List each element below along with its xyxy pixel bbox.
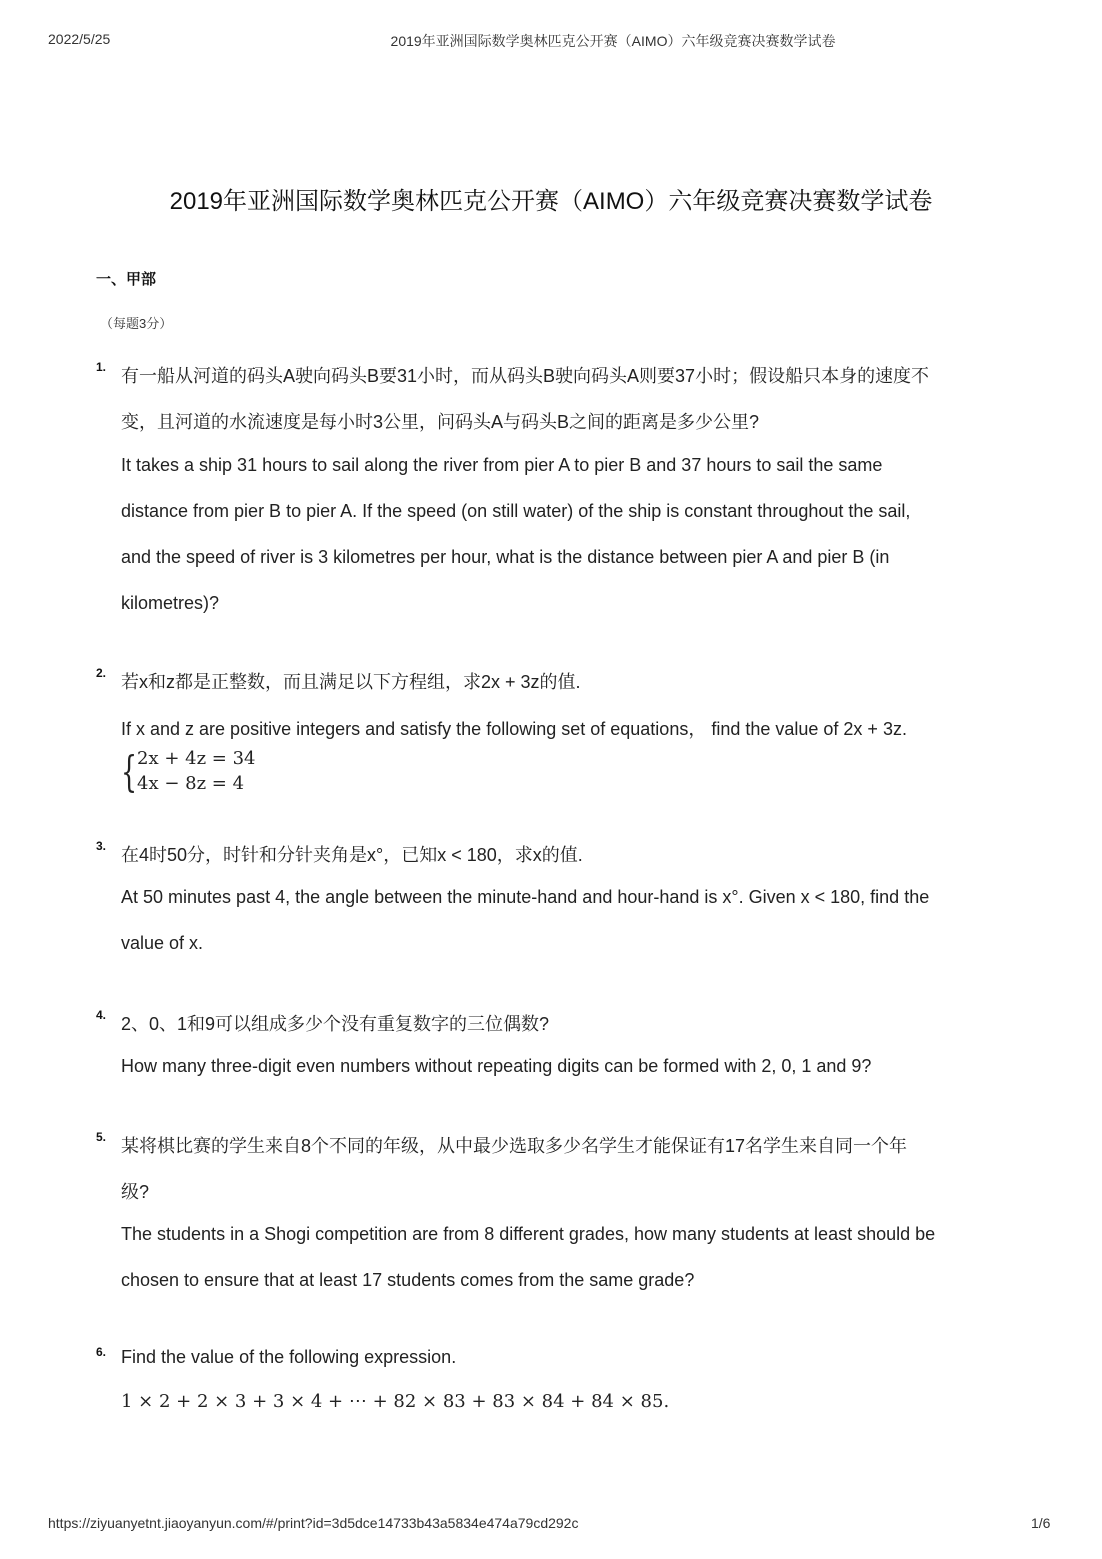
question-text-en: value of x. [121, 933, 204, 953]
question-text-zh: 在4时50分，时针和分针夹角是x°，已知x < 180，求x的值. [121, 845, 583, 865]
question-number: 3. [96, 839, 107, 853]
score-note: （每题3分） [100, 316, 173, 331]
print-header-title: 2019年亚洲国际数学奥林匹克公开赛（AIMO）六年级竞赛决赛数学试卷 [390, 33, 836, 49]
footer-url[interactable]: https://ziyuanyetnt.jiaoyanyun.com/#/print?id=3d5dce14733b43a5834e474a79cd292c [48, 1515, 579, 1531]
question-text-en: At 50 minutes past 4, the angle between the minute-hand and hour-hand is x°. Given x < 180, find the [121, 887, 930, 907]
question-text-zh: 某将棋比赛的学生来自8个不同的年级，从中最少选取多少名学生才能保证有17名学生来自同一个年 [121, 1136, 908, 1156]
question-number: 6. [96, 1345, 107, 1359]
question-text-zh: 变，且河道的水流速度是每小时3公里，问码头A与码头B之间的距离是多少公里? [121, 412, 760, 432]
question-number: 4. [96, 1008, 107, 1022]
question-text-en: The students in a Shogi competition are from 8 different grades, how many students at least should be [121, 1224, 936, 1244]
question-text-en: How many three-digit even numbers without repeating digits can be formed with 2, 0, 1 and 9? [121, 1056, 872, 1076]
page-title: 2019年亚洲国际数学奥林匹克公开赛（AIMO）六年级竞赛决赛数学试卷 [169, 188, 933, 215]
print-date: 2022/5/25 [48, 31, 111, 47]
question-text-en: distance from pier B to pier A. If the speed (on still water) of the ship is constant throughout the sail, [121, 501, 911, 521]
question-text-en: and the speed of river is 3 kilometres per hour, what is the distance between pier A and pier B (in [121, 547, 890, 567]
question-text-en: chosen to ensure that at least 17 students comes from the same grade? [121, 1270, 695, 1290]
page-number: 1/6 [1031, 1515, 1051, 1531]
question-number: 1. [96, 360, 107, 374]
question-text-zh: 若x和z都是正整数，而且满足以下方程组，求2x + 3z的值. [121, 672, 581, 692]
question-number: 2. [96, 666, 107, 680]
question-text-zh: 2、0、1和9可以组成多少个没有重复数字的三位偶数? [121, 1014, 550, 1034]
math-expression: 1 × 2 + 2 × 3 + 3 × 4 + ⋯ + 82 × 83 + 83 × 84 + 84 × 85. [121, 1391, 670, 1412]
question-number: 5. [96, 1130, 107, 1144]
question-text-zh: 有一船从河道的码头A驶向码头B要31小时，而从码头B驶向码头A则要37小时；假设船只本身的速度不 [121, 366, 930, 386]
question-text-en: It takes a ship 31 hours to sail along the river from pier A to pier B and 37 hours to sail the same [121, 455, 883, 475]
question-text-zh: 级? [121, 1182, 150, 1202]
question-text-en: If x and z are positive integers and satisfy the following set of equations， find the value of 2x + 3z. [121, 719, 907, 739]
equation: 4x − 8z = 4 [137, 773, 245, 794]
question-text-en: Find the value of the following expression. [121, 1347, 457, 1367]
left-brace: { [121, 747, 138, 796]
equation: 2x + 4z = 34 [137, 748, 256, 769]
question-text-en: kilometres)? [121, 593, 220, 613]
section-heading: 一、甲部 [96, 271, 157, 288]
